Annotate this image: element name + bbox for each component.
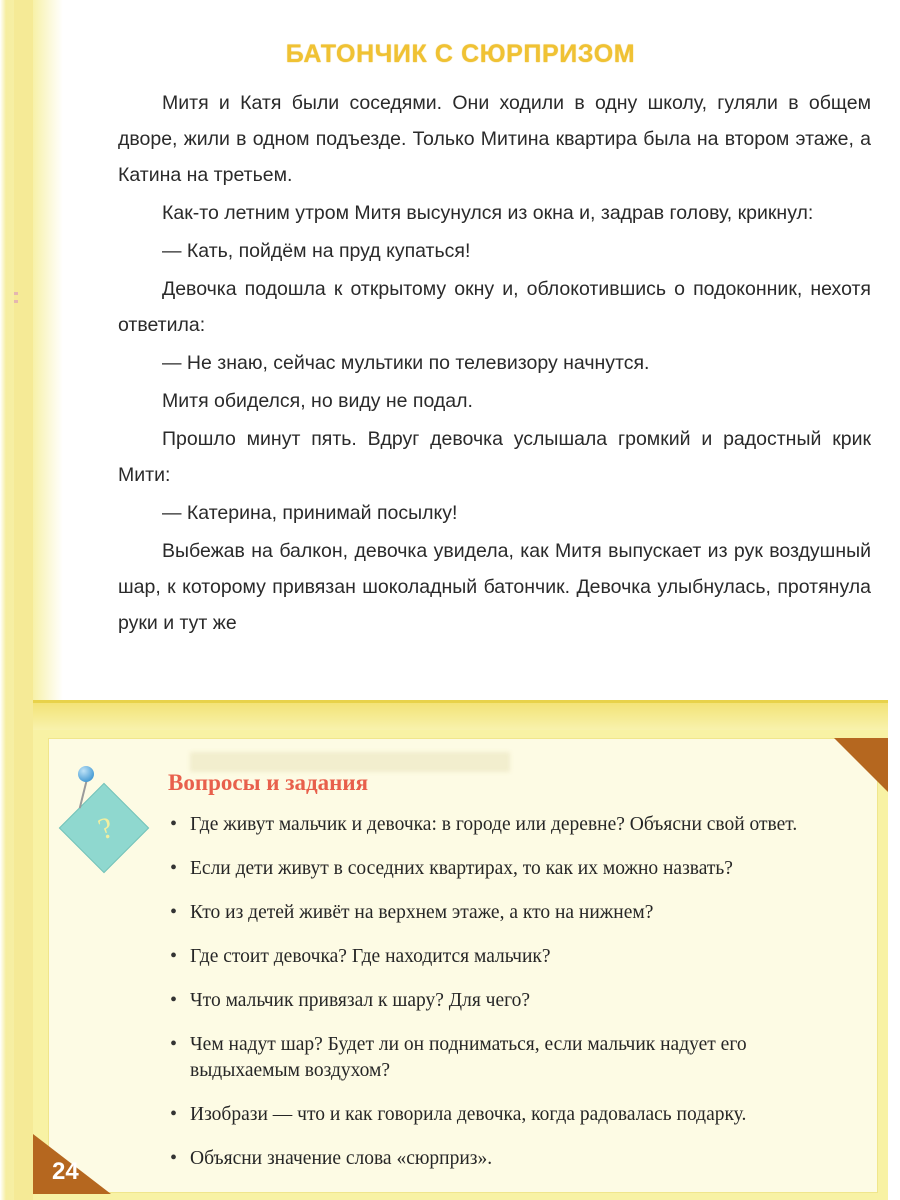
list-item: • Изобрази — что и как говорила девочка, когда радовалась подарку. bbox=[168, 1102, 860, 1128]
pinned-diamond-icon bbox=[56, 762, 156, 882]
list-item: • Где живут мальчик и девочка: в городе или деревне? Объясни свой ответ. bbox=[146, 812, 860, 838]
list-item: • Объясни значение слова «сюрприз». bbox=[168, 1146, 860, 1172]
page-number: 24 bbox=[52, 1158, 79, 1185]
list-item: • Если дети живут в соседних квартирах, то как их можно назвать? bbox=[168, 856, 860, 882]
scan-artifact-tick bbox=[14, 292, 18, 295]
story-paragraph: Прошло минут пять. Вдруг девочка услышала громкий и радостный крик Мити: bbox=[118, 428, 871, 486]
page-title: БАТОНЧИК С СЮРПРИЗОМ bbox=[285, 40, 636, 68]
story-text bbox=[118, 85, 871, 643]
questions-heading: Вопросы и задания bbox=[168, 770, 369, 795]
scan-artifact-tick bbox=[14, 300, 18, 303]
left-margin-strip bbox=[0, 0, 33, 1200]
corner-decoration-top-right bbox=[834, 738, 888, 792]
list-item: • Что мальчик привязал к шару? Для чего? bbox=[168, 988, 860, 1014]
list-item: • Где стоит девочка? Где находится мальчик? bbox=[168, 944, 860, 970]
pin-head-icon bbox=[78, 766, 94, 782]
right-page-bleed bbox=[888, 0, 900, 1200]
scan-artifact-smudge bbox=[190, 752, 510, 772]
left-margin-inner bbox=[14, 0, 33, 1200]
list-item: • Чем надут шар? Будет ли он подниматься, если мальчик надует его выдыхаемым воздухом? bbox=[146, 1032, 860, 1084]
questions-list bbox=[168, 812, 860, 1190]
story-paragraph: Выбежав на балкон, девочка увидела, как Митя выпускает из рук воздушный шар, к которому привязан шоколадный батончик. Девочка улыбнулась, протянула руки и тут же bbox=[118, 540, 871, 634]
story-paragraph: Девочка подошла к открытому окну и, облокотившись о подоконник, нехотя ответила: bbox=[118, 278, 871, 336]
list-item: • Кто из детей живёт на верхнем этаже, а кто на нижнем? bbox=[168, 900, 860, 926]
story-paragraph: Как-то летним утром Митя высунулся из окна и, задрав голову, крикнул: bbox=[162, 202, 814, 224]
story-paragraph-dialog: — Катерина, принимай посылку! bbox=[162, 502, 458, 524]
story-paragraph-dialog: — Не знаю, сейчас мультики по телевизору начнутся. bbox=[162, 352, 650, 374]
question-mark-icon: ? bbox=[94, 810, 118, 847]
story-paragraph: Митя обиделся, но виду не подал. bbox=[162, 390, 473, 412]
story-section-left-tint bbox=[33, 0, 63, 700]
story-paragraph: Митя и Катя были соседями. Они ходили в одну школу, гуляли в общем дворе, жили в одном подъезде. Только Митина квартира была на втором этаже, а Катина на третьем. bbox=[118, 92, 871, 186]
story-paragraph-dialog: — Кать, пойдём на пруд купаться! bbox=[162, 240, 471, 262]
section-divider-gradient bbox=[33, 703, 888, 730]
